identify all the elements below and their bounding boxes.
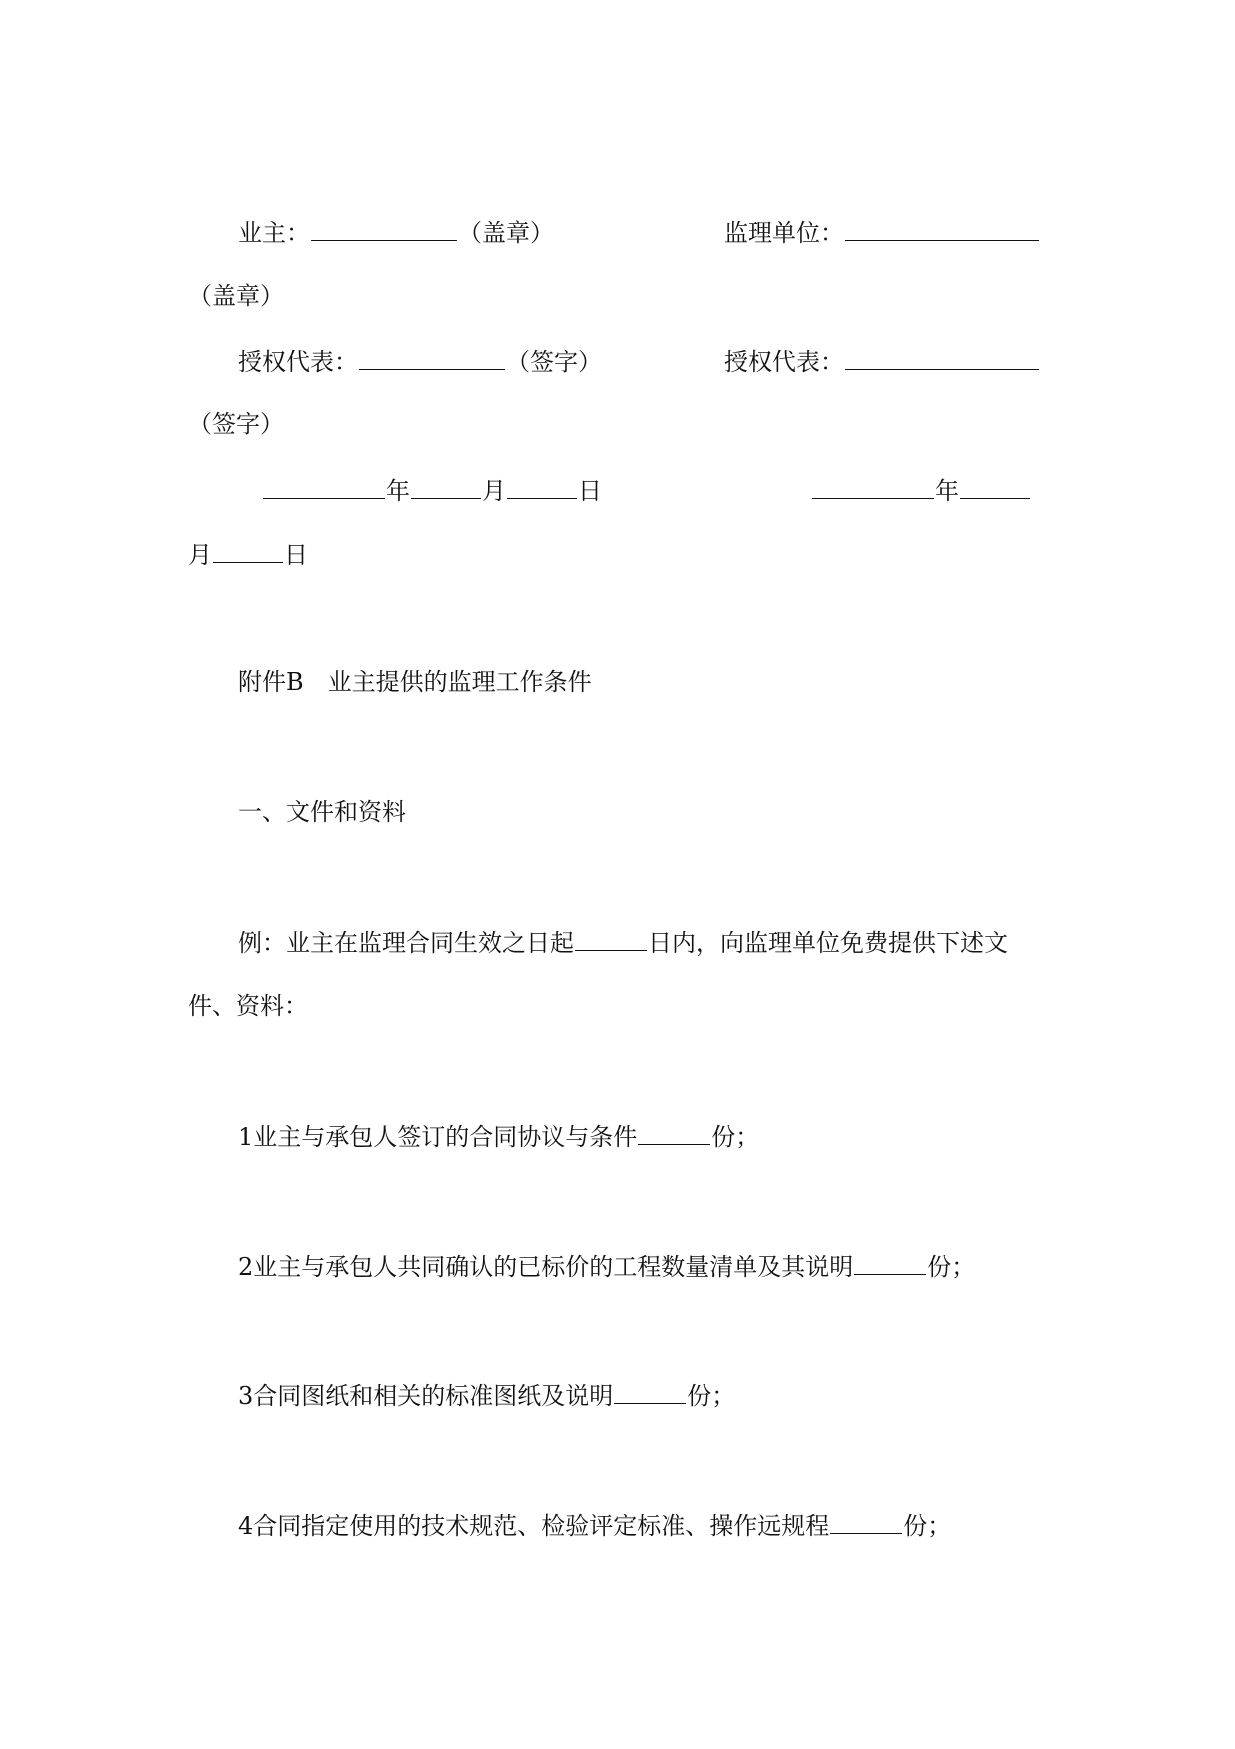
supervisor-day: 日 [284, 541, 308, 569]
list-item-text: 1业主与承包人签订的合同协议与条件 [238, 1123, 638, 1151]
section-heading: 一、文件和资料 [238, 798, 406, 826]
list-item [238, 1509, 951, 1541]
intro-text-1: 例：业主在监理合同生效之日起 [238, 929, 574, 957]
list-item-suffix: 份； [903, 1512, 952, 1540]
list-item-suffix: 份； [687, 1382, 736, 1410]
intro-text-2: 日内，向监理单位免费提供下述文 [648, 929, 1008, 957]
list-item-blank [830, 1509, 902, 1534]
supervisor-date-row-2 [188, 538, 308, 570]
list-item [238, 1379, 735, 1411]
owner-label: 业主： [238, 219, 310, 247]
owner-year: 年 [386, 477, 410, 505]
owner-blank [311, 216, 457, 241]
list-item-text: 4合同指定使用的技术规范、检验评定标准、操作远规程 [238, 1512, 830, 1540]
owner-rep-sign: （签字） [506, 348, 602, 376]
list-item [238, 1120, 759, 1152]
supervisor-month: 月 [188, 541, 212, 569]
supervisor-month-blank [960, 474, 1030, 499]
list-item-blank [854, 1250, 926, 1275]
owner-date-row [262, 474, 602, 506]
list-item [238, 1250, 975, 1282]
supervisor-seal: （盖章） [188, 282, 284, 310]
supervisor-date-row [811, 474, 1031, 506]
owner-row [238, 216, 554, 248]
owner-month-blank [411, 474, 481, 499]
owner-day: 日 [578, 477, 602, 505]
owner-rep-blank [359, 345, 505, 370]
list-item-suffix: 份； [927, 1253, 976, 1281]
supervisor-label: 监理单位： [724, 219, 844, 247]
supervisor-rep-label: 授权代表： [724, 348, 844, 376]
supervisor-rep-blank [845, 345, 1039, 370]
supervisor-row [724, 216, 1040, 248]
list-item-blank [614, 1379, 686, 1404]
list-item-text: 3合同图纸和相关的标准图纸及说明 [238, 1382, 614, 1410]
list-item-blank [638, 1120, 710, 1145]
owner-rep-row [238, 345, 602, 377]
supervisor-year: 年 [935, 477, 959, 505]
annex-title: 附件B 业主提供的监理工作条件 [238, 668, 592, 696]
owner-day-blank [507, 474, 577, 499]
supervisor-day-blank [213, 538, 283, 563]
intro-days-blank [575, 926, 647, 951]
list-item-suffix: 份； [711, 1123, 760, 1151]
supervisor-blank [845, 216, 1039, 241]
owner-year-blank [263, 474, 385, 499]
owner-month: 月 [482, 477, 506, 505]
supervisor-rep-row [724, 345, 1040, 377]
supervisor-year-blank [812, 474, 934, 499]
owner-seal: （盖章） [458, 219, 554, 247]
supervisor-rep-sign: （签字） [188, 410, 284, 438]
intro-line-2: 件、资料： [188, 992, 308, 1020]
intro-line-1 [238, 926, 1008, 958]
owner-rep-label: 授权代表： [238, 348, 358, 376]
list-item-text: 2业主与承包人共同确认的已标价的工程数量清单及其说明 [238, 1253, 854, 1281]
